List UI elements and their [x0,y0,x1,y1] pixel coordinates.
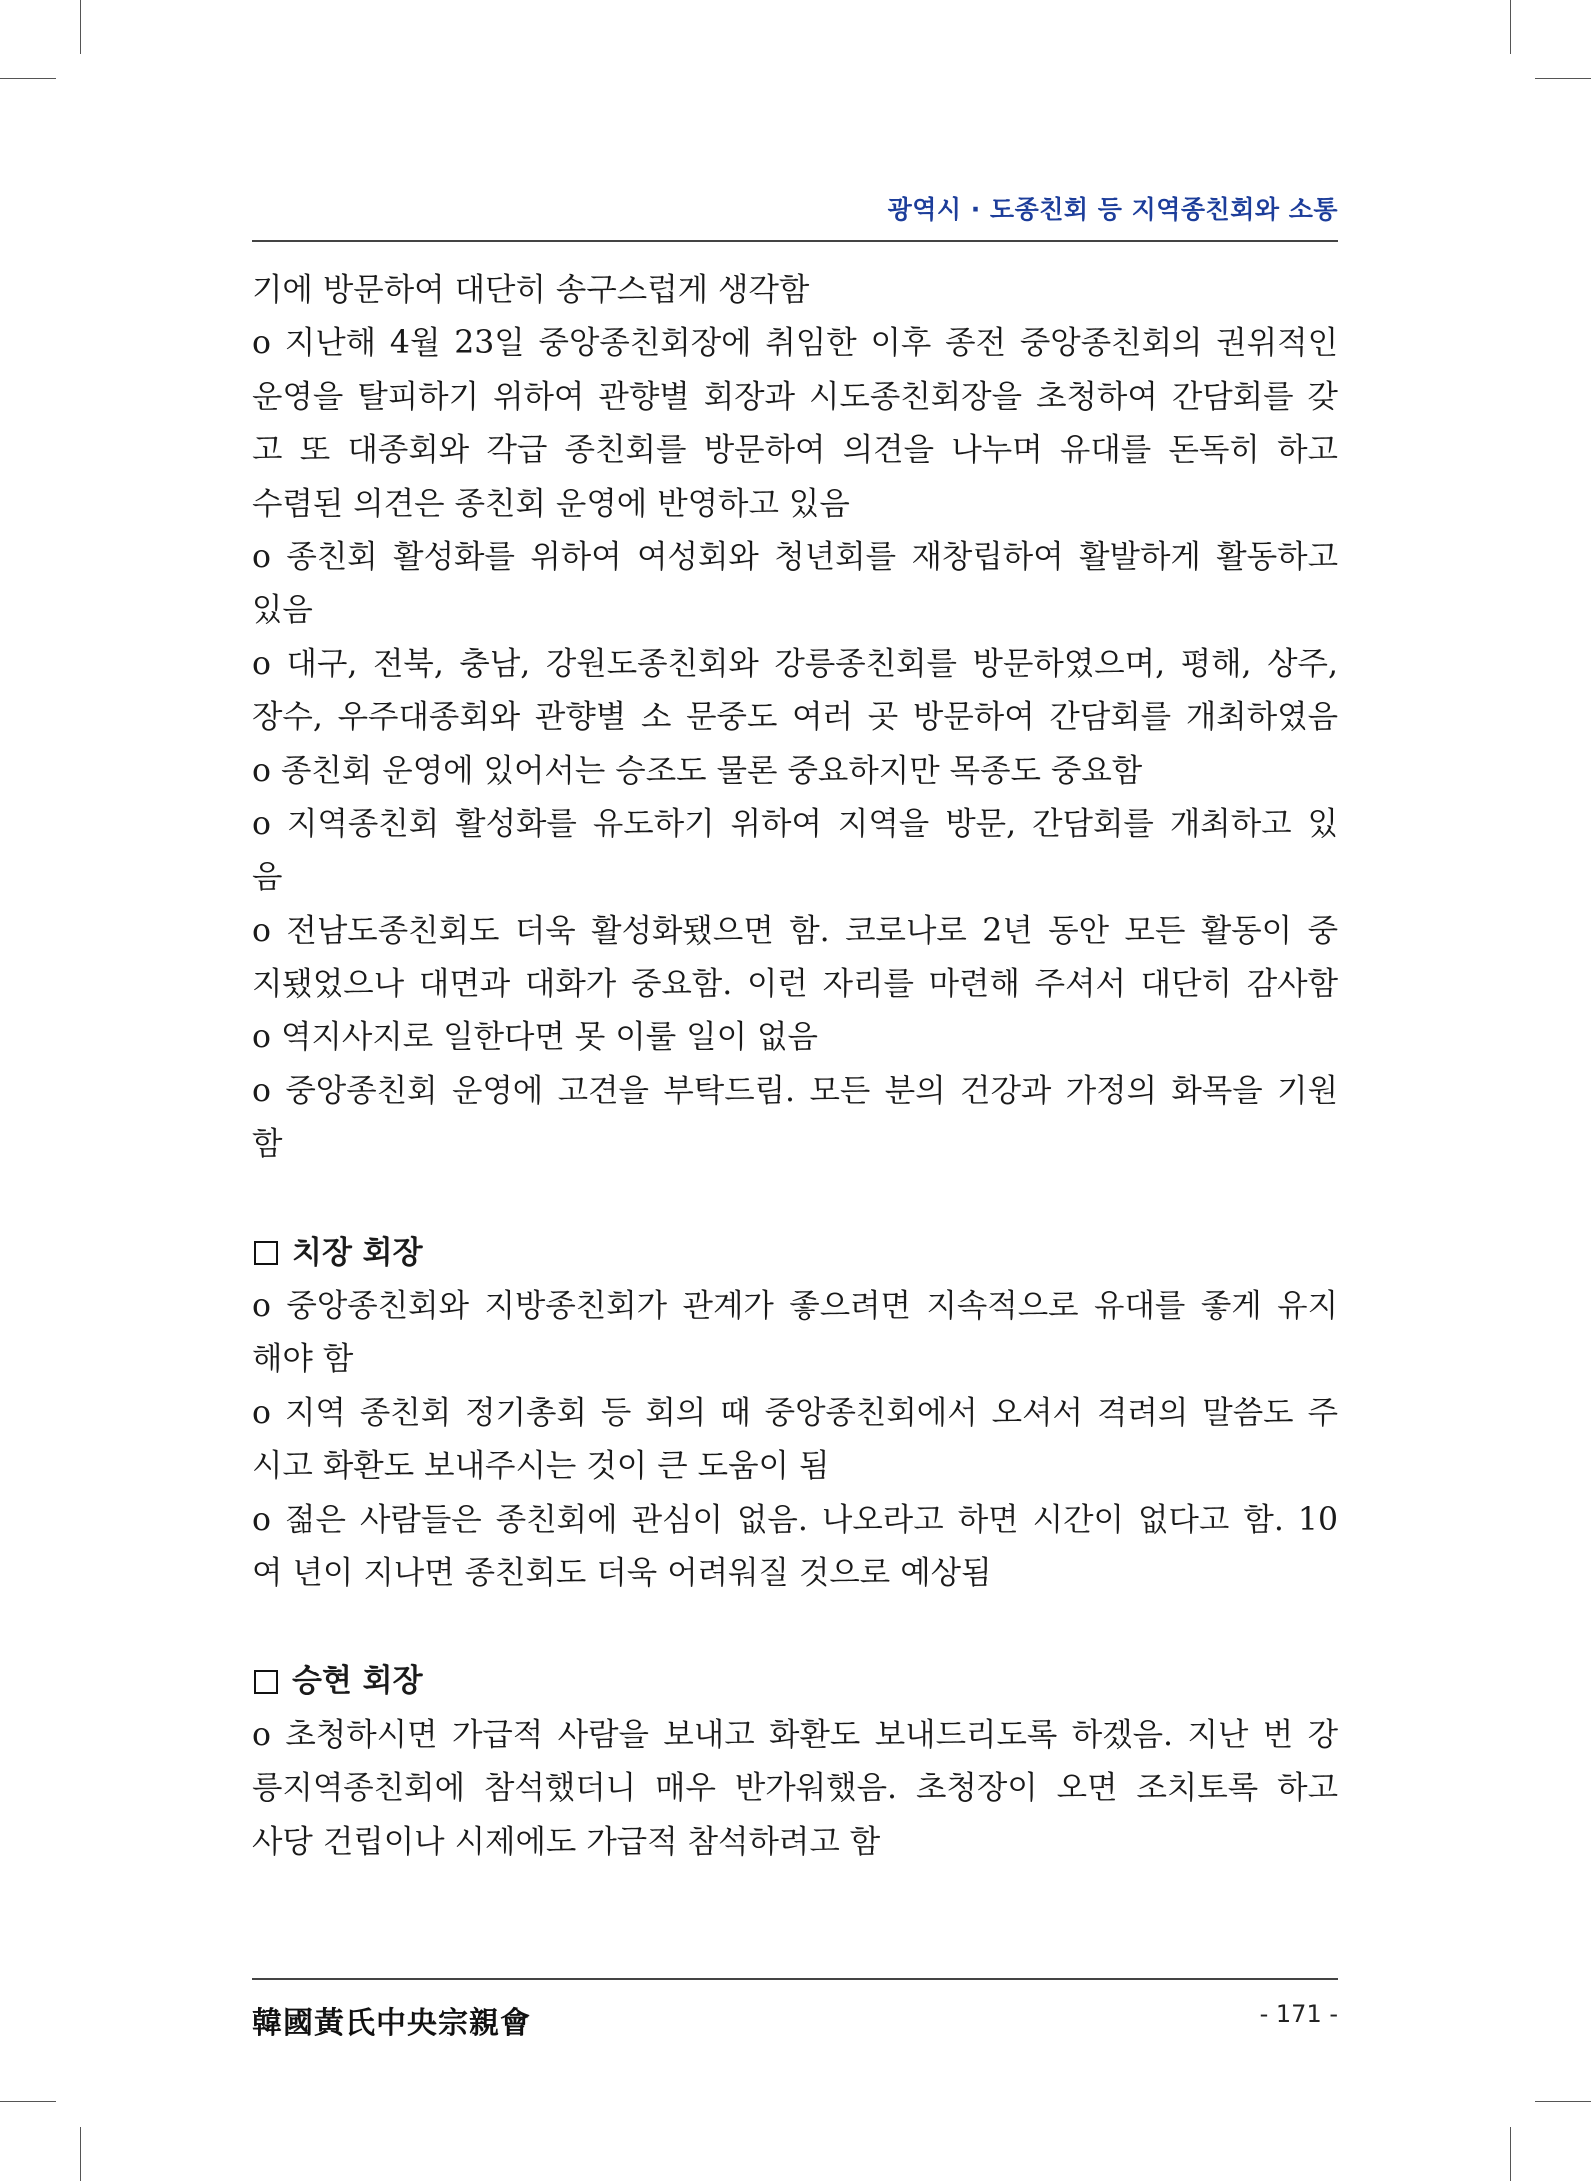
text-line: o 초청하시면 가급적 사람을 보내고 화환도 보내드리도록 하겠음. 지난 번 강 [252,1716,1338,1753]
page-footer [252,1978,1338,2040]
running-header [252,190,1338,242]
crop-mark [80,0,81,54]
text-line: 사당 건립이나 시제에도 가급적 참석하려고 함 [252,1823,881,1860]
text-line: 시고 화환도 보내주시는 것이 큰 도움이 됨 [252,1448,830,1485]
text-line: o 지역종친회 활성화를 유도하기 위하여 지역을 방문, 간담회를 개최하고 있 [252,805,1338,842]
text-line: 함 [252,1126,283,1163]
section-heading [252,1227,1338,1280]
crop-mark [1535,2101,1591,2102]
text-line: 기에 방문하여 대단히 송구스럽게 생각함 [252,272,810,308]
checkbox-icon [254,1241,278,1265]
section-heading [252,1655,1338,1708]
text-line: o 대구, 전북, 충남, 강원도종친회와 강릉종친회를 방문하였으며, 평해, 상주, [252,645,1338,682]
page-number: - 171 - [1259,2000,1338,2028]
text-line: o 중앙종친회 운영에 고견을 부탁드림. 모든 분의 건강과 가정의 화목을 기원 [252,1072,1338,1109]
checkbox-icon [254,1670,278,1694]
text-line: 여 년이 지나면 종친회도 더욱 어려워질 것으로 예상됨 [252,1554,992,1591]
text-line: 운영을 탈피하기 위하여 관향별 회장과 시도종친회장을 초청하여 간담회를 갖 [252,378,1338,415]
text-line: o 지난해 4월 23일 중앙종친회장에 취임한 이후 종전 중앙종친회의 권위적인 [252,325,1338,362]
text-line: o 중앙종친회와 지방종친회가 관계가 좋으려면 지속적으로 유대를 좋게 유지 [252,1288,1338,1325]
section-heading-text: 치장 회장 [292,1234,423,1271]
text-line: 고 또 대종회와 각급 종친회를 방문하여 의견을 나누며 유대를 돈독히 하고 [252,432,1338,469]
text-line: 있음 [252,592,313,629]
crop-mark [80,2127,81,2181]
crop-mark [1535,78,1591,79]
text-line: o 종친회 활성화를 위하여 여성회와 청년회를 재창립하여 활발하게 활동하고 [252,538,1338,575]
text-line: o 젊은 사람들은 종친회에 관심이 없음. 나오라고 하면 시간이 없다고 함. 10 [252,1501,1338,1538]
text-line: o 지역 종친회 정기총회 등 회의 때 중앙종친회에서 오셔서 격려의 말씀도 주 [252,1394,1338,1431]
section-heading-text: 승현 회장 [292,1663,423,1700]
text-line: 음 [252,859,283,896]
text-line: o 종친회 운영에 있어서는 승조도 물론 중요하지만 목종도 중요함 [252,752,1143,789]
text-line: 장수, 우주대종회와 관향별 소 문중도 여러 곳 방문하여 간담회를 개최하였음 [252,699,1338,736]
crop-mark [0,78,56,79]
text-line: o 전남도종친회도 더욱 활성화됐으면 함. 코로나로 2년 동안 모든 활동이 중 [252,912,1338,949]
text-line: 지됐었으나 대면과 대화가 중요함. 이런 자리를 마련해 주셔서 대단히 감사함 [252,966,1338,1003]
text-line: 릉지역종친회에 참석했더니 매우 반가워했음. 초청장이 오면 조치토록 하고 [252,1770,1338,1807]
crop-mark [1510,0,1511,54]
text-line: 수렴된 의견은 종친회 운영에 반영하고 있음 [252,485,850,522]
footer-organization-name: 韓國黃氏中央宗親會 [252,2006,531,2041]
crop-mark [0,2101,56,2102]
crop-mark [1510,2127,1511,2181]
text-line: o 역지사지로 일한다면 못 이룰 일이 없음 [252,1019,818,1056]
header-title: 광역시 · 도종친회 등 지역종친회와 소통 [887,195,1338,224]
text-line: 해야 함 [252,1341,354,1378]
page-content [252,264,1338,1869]
